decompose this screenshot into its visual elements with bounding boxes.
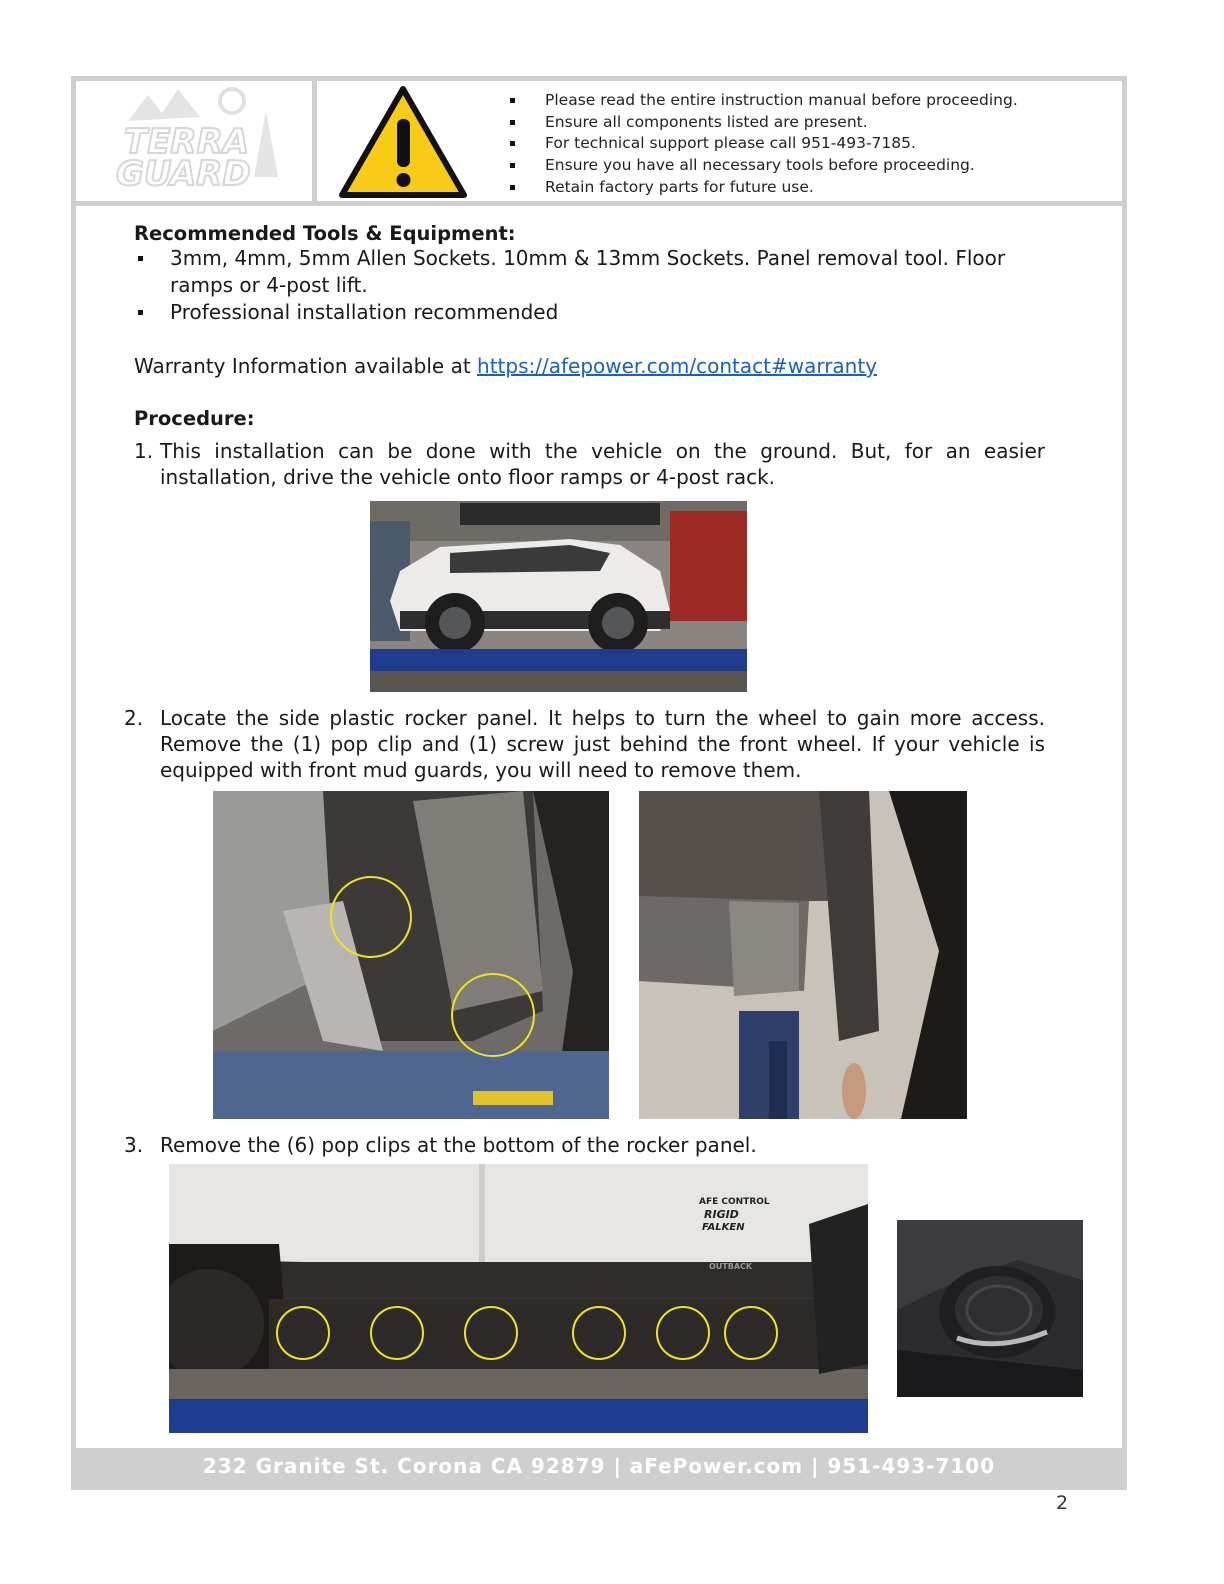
tools-item: 3mm, 4mm, 5mm Allen Sockets. 10mm & 13mm Sockets. Panel removal tool. Floor ramps or 4-post lift.	[134, 245, 1046, 299]
svg-text:OUTBACK: OUTBACK	[709, 1262, 753, 1271]
pop-clip-highlight	[464, 1306, 518, 1360]
note-item: Ensure you have all necessary tools before proceeding.	[510, 155, 1100, 177]
step-number: 3.	[124, 1133, 144, 1157]
pop-clip-highlight	[370, 1306, 424, 1360]
step-text: Remove the (6) pop clips at the bottom of the rocker panel.	[160, 1133, 757, 1157]
terra-guard-logo	[76, 81, 312, 203]
svg-text:TERRA: TERRA	[124, 122, 250, 162]
step-number: 2.	[124, 706, 144, 730]
note-item: Retain factory parts for future use.	[510, 177, 1100, 199]
footer-address: 232 Granite St. Corona CA 92879 | aFePower.com | 951-493-7100	[76, 1448, 1122, 1485]
page-number: 2	[1056, 1492, 1069, 1514]
warranty-line	[134, 353, 1046, 380]
warning-icon	[317, 81, 502, 203]
tools-list	[134, 245, 1046, 326]
pop-clip-highlight	[572, 1306, 626, 1360]
procedure-step-2	[124, 705, 1045, 783]
logo-cell	[76, 81, 317, 203]
step-number: 1.	[134, 439, 154, 463]
mud-guard-photo	[639, 791, 967, 1119]
procedure-heading: Procedure:	[134, 407, 255, 430]
note-item: For technical support please call 951-493-7185.	[510, 133, 1100, 155]
step-text: This installation can be done with the vehicle on the ground. But, for an easier installation, drive the vehicle onto floor ramps or 4-post rack.	[160, 439, 1045, 489]
procedure-step-3	[124, 1132, 1045, 1158]
car-on-lift-photo	[370, 501, 747, 692]
pop-clip-highlight	[276, 1306, 330, 1360]
step-text: Locate the side plastic rocker panel. It helps to turn the wheel to gain more access. Remove the (1) pop clip and (1) screw just behind the front wheel. If your vehicle is equipped with front mud guards, you will need to remove them.	[160, 706, 1045, 782]
pop-clip-highlight	[656, 1306, 710, 1360]
procedure-step-1	[134, 438, 1045, 490]
svg-text:FALKEN: FALKEN	[702, 1222, 745, 1233]
rocker-panel-clips-photo	[169, 1164, 868, 1433]
note-item: Please read the entire instruction manual before proceeding.	[510, 90, 1100, 112]
warning-cell	[317, 81, 502, 203]
tools-section	[134, 222, 1046, 430]
note-item: Ensure all components listed are present.	[510, 112, 1100, 134]
screw-highlight	[451, 973, 535, 1057]
svg-text:AFE CONTROL: AFE CONTROL	[699, 1197, 770, 1207]
safety-notes	[510, 90, 1100, 199]
pop-clip-highlight	[724, 1306, 778, 1360]
tools-item: Professional installation recommended	[134, 299, 1046, 326]
svg-text:GUARD: GUARD	[116, 154, 251, 194]
warranty-text: Warranty Information available at	[134, 354, 478, 378]
pop-clip-closeup-photo	[897, 1220, 1083, 1397]
tools-heading: Recommended Tools & Equipment:	[134, 222, 516, 245]
warranty-link[interactable]: https://afepower.com/contact#warranty	[477, 354, 878, 378]
front-wheel-clip-photo	[213, 791, 609, 1119]
header-divider	[76, 201, 1122, 206]
clip-highlight	[330, 876, 412, 958]
svg-text:RIGID: RIGID	[704, 1208, 739, 1221]
